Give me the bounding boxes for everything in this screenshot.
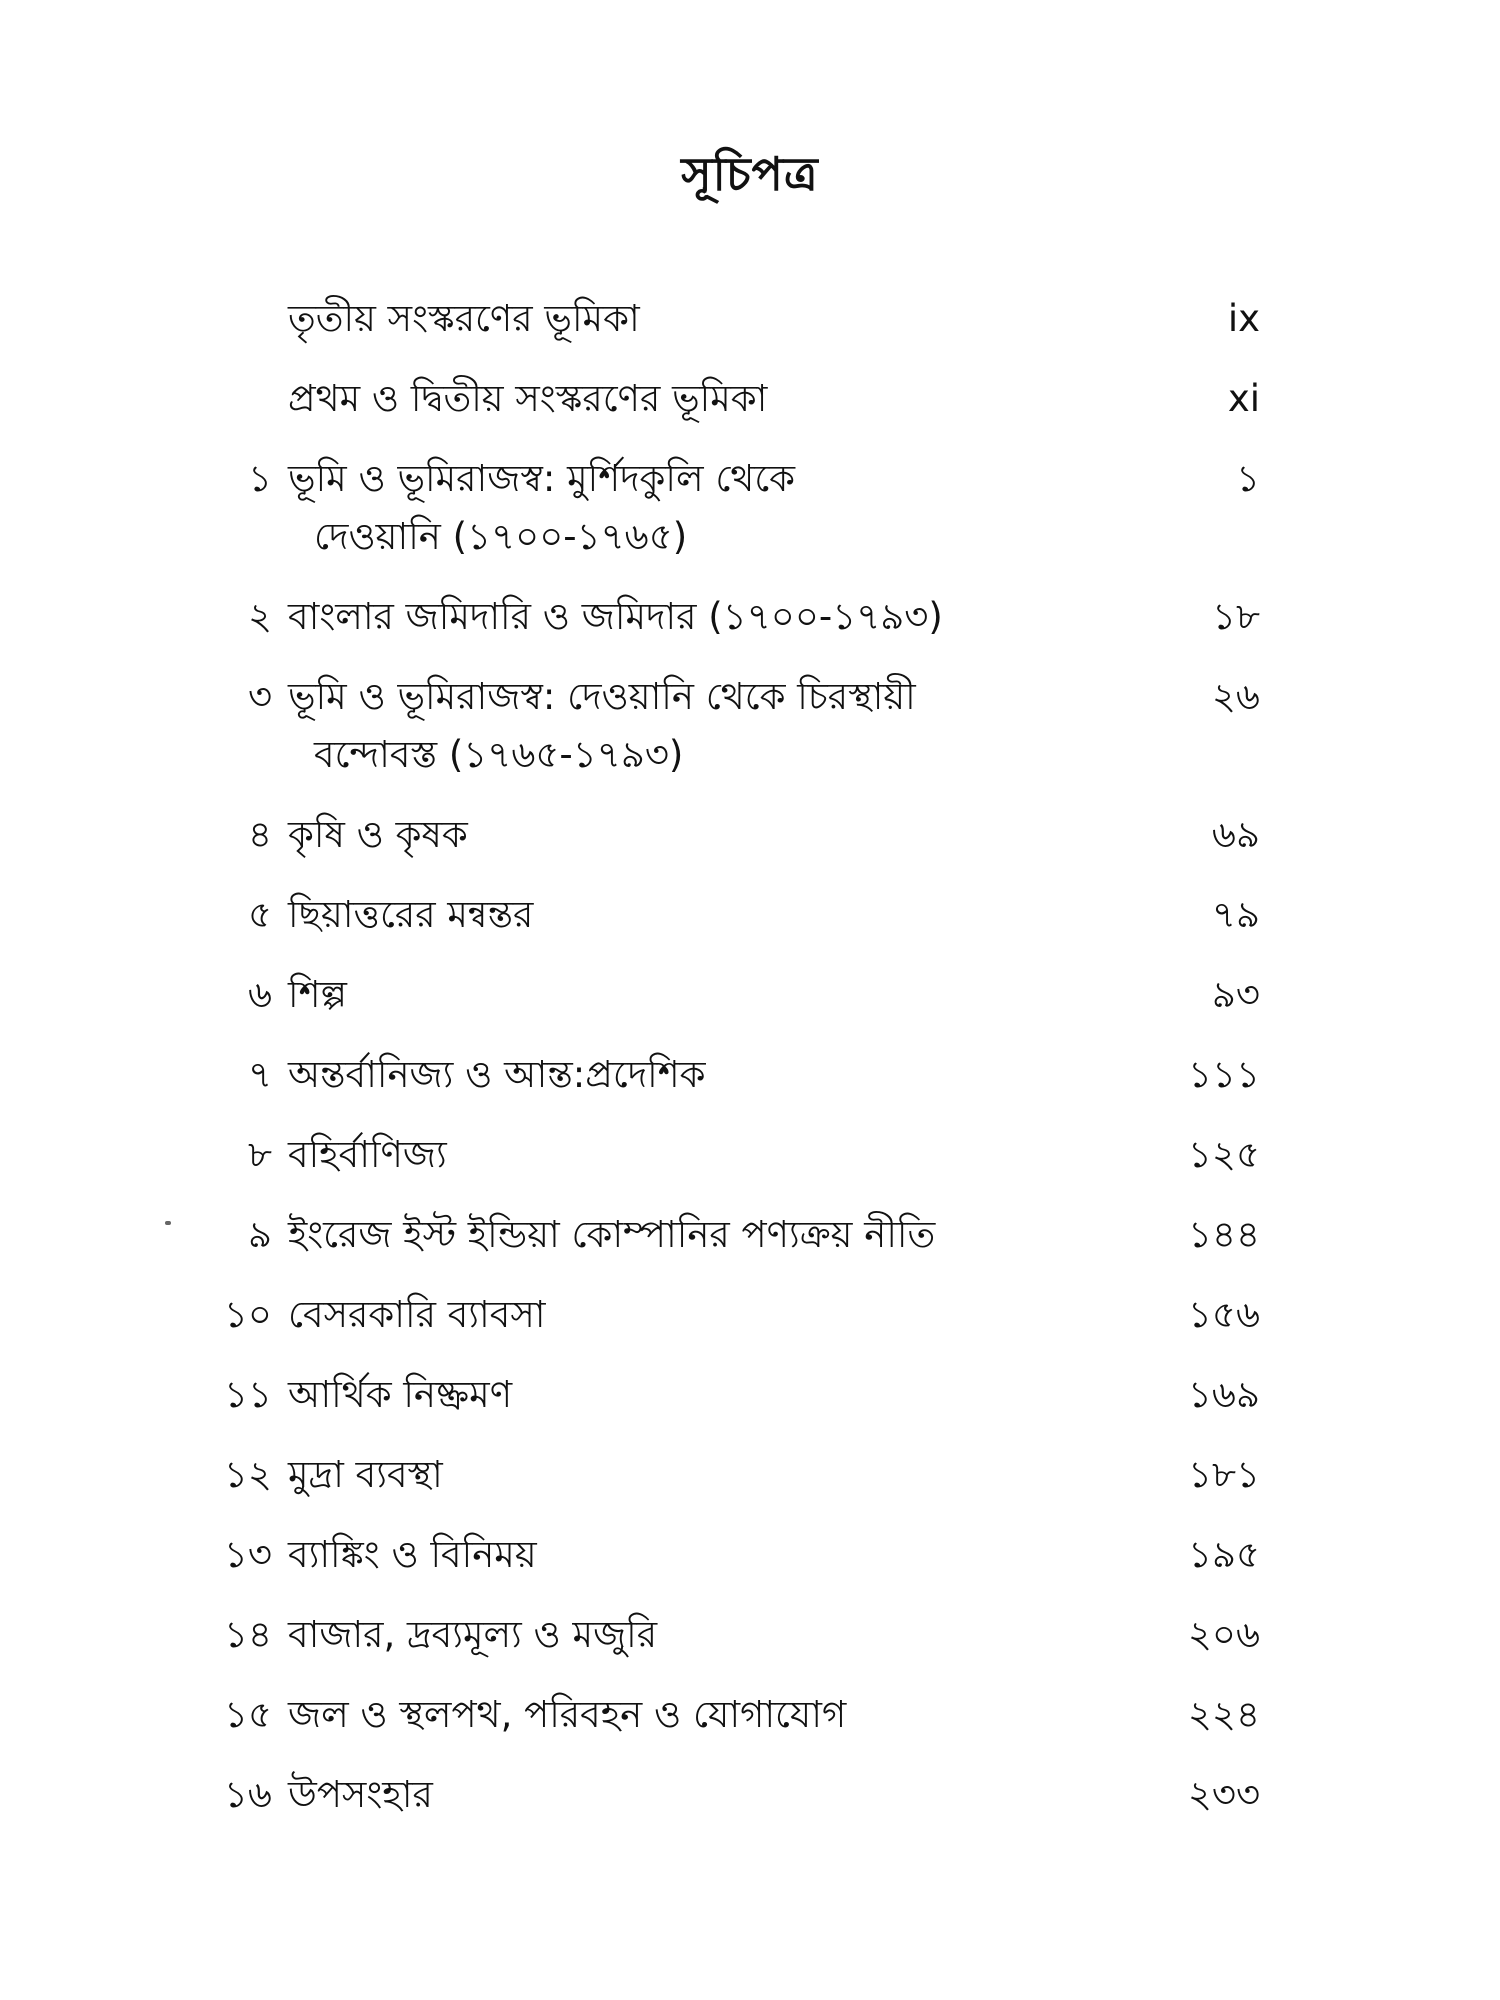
chapter-title: বেসরকারি ব্যাবসা [288, 1293, 546, 1336]
chapter-number: ১১ [223, 1373, 272, 1416]
toc-entry [210, 1606, 1260, 1664]
page-number: ১৫৬ [1187, 1293, 1260, 1336]
toc-entry [210, 1686, 1260, 1744]
chapter-title: উপসংহার [288, 1773, 433, 1816]
chapter-title: বাংলার জমিদারি ও জমিদার (১৭০০-১৭৯৩) [288, 595, 943, 638]
page-number: ১৯৫ [1187, 1533, 1260, 1576]
chapter-number: ১০ [223, 1293, 272, 1336]
chapter-number: ১৩ [223, 1533, 272, 1576]
toc-entry [210, 450, 1260, 566]
page-number: ২৩৩ [1187, 1773, 1260, 1816]
page-number: ১৪৪ [1187, 1213, 1260, 1256]
toc-entry [210, 1206, 1260, 1264]
toc-entry [210, 886, 1260, 944]
page-number: ix [1227, 297, 1260, 340]
chapter-title: জল ও স্থলপথ, পরিবহন ও যোগাযোগ [288, 1693, 847, 1736]
toc-entry [210, 1446, 1260, 1504]
page-number: xi [1227, 377, 1260, 420]
page-number: ১১১ [1187, 1053, 1260, 1096]
chapter-title: ইংরেজ ইস্ট ইন্ডিয়া কোম্পানির পণ্যক্রয় নীতি [288, 1213, 936, 1256]
chapter-title: ভূমি ও ভূমিরাজস্ব: দেওয়ানি থেকে চিরস্থায়ী [288, 675, 916, 718]
toc-entry [210, 290, 1260, 348]
toc-entry [210, 1526, 1260, 1584]
toc-entry [210, 1366, 1260, 1424]
page-number: ১৮১ [1187, 1453, 1260, 1496]
chapter-number: ১৬ [223, 1773, 272, 1816]
page-number: ১ [1235, 457, 1260, 500]
toc-entry [210, 1286, 1260, 1344]
page-title: সূচিপত্র [681, 147, 819, 201]
chapter-title: ব্যাঙ্কিং ও বিনিময় [288, 1533, 537, 1576]
chapter-title: ভূমি ও ভূমিরাজস্ব: মুর্শিদকুলি থেকে [288, 457, 796, 500]
chapter-number: ১৪ [223, 1613, 272, 1656]
page-number: ২৬ [1211, 675, 1260, 718]
chapter-number: ২ [247, 595, 272, 638]
toc-entry [210, 370, 1260, 428]
page-number: ৭৯ [1211, 893, 1260, 936]
page-number: ১৮ [1211, 595, 1260, 638]
chapter-title: শিল্প [288, 973, 347, 1016]
chapter-title: তৃতীয় সংস্করণের ভূমিকা [288, 297, 640, 340]
chapter-number: ১৫ [223, 1693, 272, 1736]
toc-entry [210, 966, 1260, 1024]
chapter-title: বাজার, দ্রব্যমূল্য ও মজুরি [288, 1613, 658, 1656]
chapter-title: অন্তর্বানিজ্য ও আন্ত:প্রদেশিক [288, 1053, 706, 1096]
page-number: ১২৫ [1187, 1133, 1260, 1176]
chapter-title: কৃষি ও কৃষক [288, 813, 468, 856]
chapter-title: বহির্বাণিজ্য [288, 1133, 447, 1176]
toc-entry [210, 588, 1260, 646]
chapter-number: ৯ [247, 1213, 272, 1256]
page-number: ৬৯ [1211, 813, 1260, 856]
chapter-title-continuation: বন্দোবস্ত (১৭৬৫-১৭৯৩) [314, 733, 684, 776]
toc-entry [210, 1766, 1260, 1824]
chapter-number: ৪ [247, 813, 272, 856]
chapter-number: ১২ [223, 1453, 272, 1496]
chapter-title-continuation: দেওয়ানি (১৭০০-১৭৬৫) [314, 515, 688, 558]
chapter-number: ৩ [247, 675, 272, 718]
chapter-title: আর্থিক নিষ্ক্রমণ [288, 1373, 513, 1416]
toc-entry [210, 806, 1260, 864]
chapter-number: ৮ [247, 1133, 272, 1176]
chapter-number: ৫ [247, 893, 272, 936]
chapter-title: মুদ্রা ব্যবস্থা [288, 1453, 443, 1496]
stray-mark [165, 1221, 171, 1225]
chapter-title: ছিয়াত্তরের মন্বন্তর [288, 893, 534, 936]
page-number: ১৬৯ [1187, 1373, 1260, 1416]
toc-entry [210, 1046, 1260, 1104]
chapter-number: ১ [247, 457, 272, 500]
toc-entry [210, 1126, 1260, 1184]
toc-entry [210, 668, 1260, 784]
toc-list [210, 290, 1260, 1846]
chapter-number: ৭ [247, 1053, 272, 1096]
page-number: ৯৩ [1211, 973, 1260, 1016]
chapter-title: প্রথম ও দ্বিতীয় সংস্করণের ভূমিকা [288, 377, 768, 420]
page-number: ২২৪ [1187, 1693, 1260, 1736]
chapter-number: ৬ [247, 973, 272, 1016]
page-number: ২০৬ [1187, 1613, 1260, 1656]
